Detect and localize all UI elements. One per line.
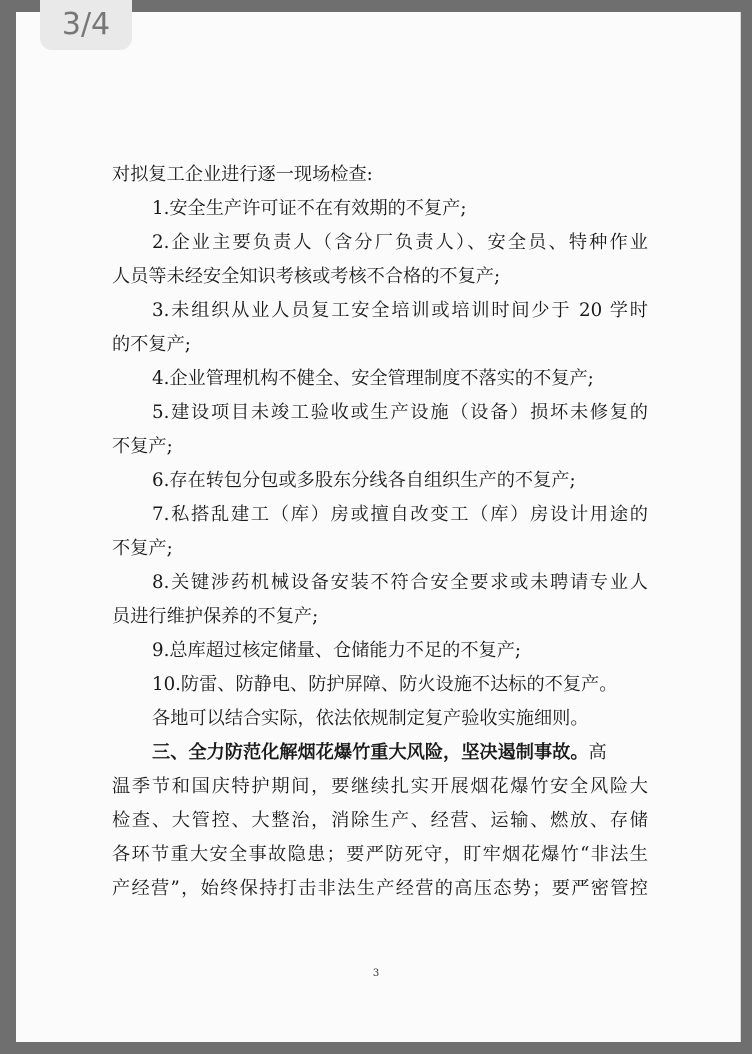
list-item-9: 9.总库超过核定储量、仓储能力不足的不复产; (152, 640, 522, 661)
list-item-7: 7.私搭乱建工（库）房或擅自改变工（库）房设计用途的 (152, 504, 648, 525)
list-item-8: 8.关键涉药机械设备安装不符合安全要求或未聘请专业人 (152, 572, 648, 593)
list-item-6: 6.存在转包分包或多股东分线各自组织生产的不复产; (152, 470, 576, 491)
text-line: 各地可以结合实际，依法依规制定复产验收实施细则。 (152, 708, 589, 729)
list-item-4: 4.企业管理机构不健全、安全管理制度不落实的不复产; (152, 368, 594, 389)
list-item-1: 1.安全生产许可证不在有效期的不复产; (152, 198, 467, 219)
list-item-2-continued: 人员等未经安全知识考核或考核不合格的不复产; (112, 266, 501, 287)
list-item-3: 3.未组织从业人员复工安全培训或培训时间少于 20 学时 (152, 300, 648, 321)
section-heading: 三、全力防范化解烟花爆竹重大风险，坚决遏制事故。 (152, 742, 589, 763)
document-page[interactable] (16, 12, 741, 1042)
page-indicator: 3/4 (40, 0, 132, 50)
page-number: 3 (372, 968, 380, 979)
list-item-7-continued: 不复产; (112, 538, 173, 559)
text-line: 各环节重大安全事故隐患；要严防死守，盯牢烟花爆竹“非法生 (112, 844, 648, 865)
text-line: 对拟复工企业进行逐一现场检查: (112, 164, 373, 185)
list-item-3-continued: 的不复产; (112, 334, 191, 355)
list-item-5: 5.建设项目未竣工验收或生产设施（设备）损坏未修复的 (152, 402, 648, 423)
section-heading-line (112, 736, 648, 770)
list-item-8-continued: 员进行维护保养的不复产; (112, 606, 319, 627)
list-item-5-continued: 不复产; (112, 436, 173, 457)
text-line: 温季节和国庆特护期间，要继续扎实开展烟花爆竹安全风险大 (112, 776, 648, 797)
list-item-10: 10.防雷、防静电、防护屏障、防火设施不达标的不复产。 (152, 674, 618, 695)
list-item-2: 2.企业主要负责人（含分厂负责人）、安全员、特种作业 (152, 232, 648, 253)
text-line: 产经营”，始终保持打击非法生产经营的高压态势；要严密管控 (112, 878, 648, 899)
section-text: 高 (588, 742, 607, 763)
document-body (112, 158, 648, 906)
text-line: 检查、大管控、大整治，消除生产、经营、运输、燃放、存储 (112, 810, 648, 831)
